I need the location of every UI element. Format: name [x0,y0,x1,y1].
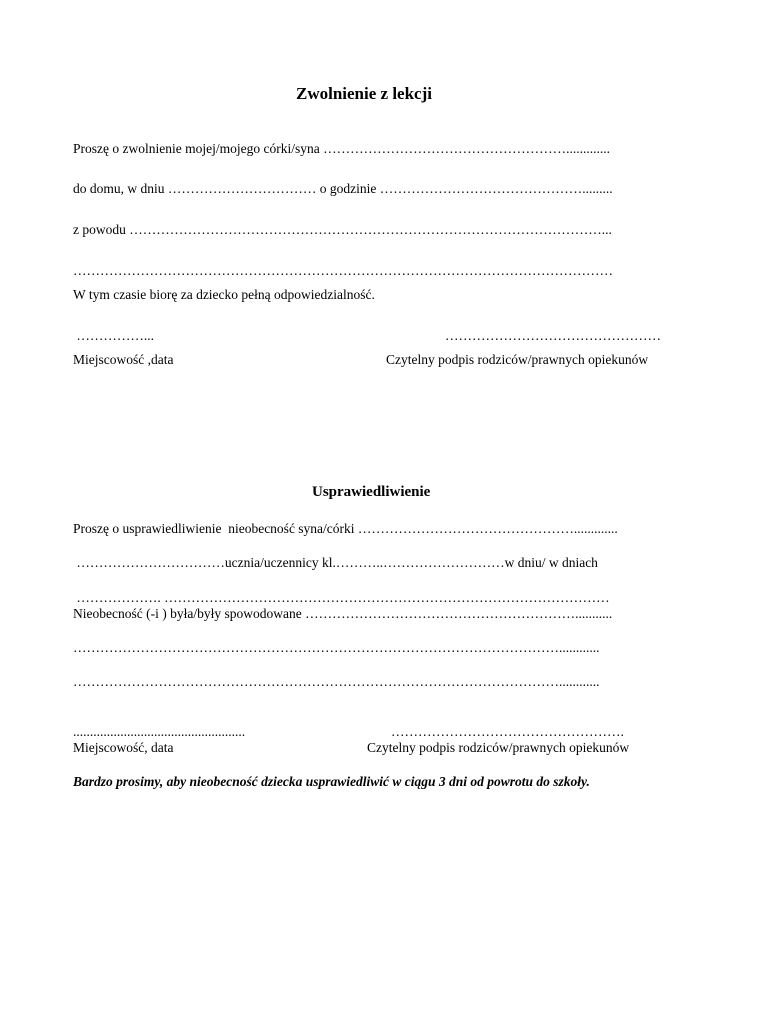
footer-note: Bardzo prosimy, aby nieobecność dziecka usprawiedliwić w ciągu 3 dni od powrotu do szkoły. [73,774,590,789]
form1-line-child: Proszę o zwolnienie mojej/mojego córki/syna ………………………………………………............. [73,141,610,156]
form2-line-cause-cont1: ………………………………………………………………………………………………............ [73,640,600,655]
form1-title: Zwolnienie z lekcji [296,84,432,103]
form1-responsibility-statement: W tym czasie biorę za dziecko pełną odpowiedzialność. [73,287,375,302]
form2-place-date-label: Miejscowość, data [73,740,174,755]
form1-signature-label: Czytelny podpis rodziców/prawnych opiekunów [386,352,649,367]
form1-line-reason: z powodu ……………………………………………………………………………………………... [73,222,612,237]
form1-line-date-time: do domu, w dniu …………………………… o godzinie ………………………………………......... [73,181,613,196]
form1-place-date-dots: ……………... [73,328,154,343]
form1-line-reason-cont: ………………………………………………………………………………………………………… [73,263,613,278]
form2-signature-label: Czytelny podpis rodziców/prawnych opiekunów [367,740,630,755]
form1-place-date-label: Miejscowość ,data [73,352,174,367]
form2-title: Usprawiedliwienie [312,484,431,500]
form2-line-cause: Nieobecność (-i ) była/były spowodowane ……………………………………………………........... [73,606,613,621]
form2-line-student-class: ……………………………ucznia/uczennicy kl.………..………………………w dniu/ w dniach [73,555,598,570]
form2-place-date-dots: ................................................... [73,724,246,739]
form1-signature-dots: ………………………………………… [445,328,661,343]
form2-line-dates: ………………. ……………………………………………………………………………………… [73,590,610,605]
form2-line-cause-cont2: ………………………………………………………………………………………………............ [73,674,600,689]
form2-line-child: Proszę o usprawiedliwienie nieobecność syna/córki …………………………………………............. [73,521,618,536]
form2-signature-dots: ……………………………………………. [391,724,624,739]
